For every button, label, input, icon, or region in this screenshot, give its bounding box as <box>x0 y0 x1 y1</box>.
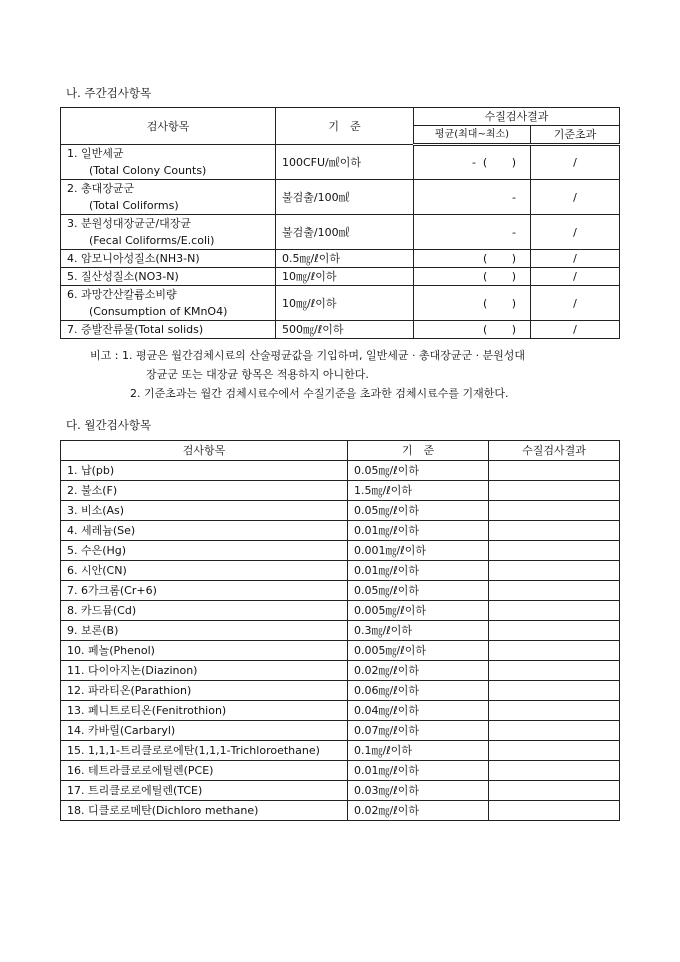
standard-cell: 100CFU/㎖이하 <box>276 145 414 180</box>
standard-cell: 0.05㎎/ℓ이하 <box>348 501 489 521</box>
table-row <box>61 461 620 481</box>
item-name: 7. 증발잔류물(Total solids) <box>67 323 204 336</box>
item-name: 4. 암모니아성질소(NH3-N) <box>67 252 200 265</box>
item-cell: 3. 비소(As) <box>61 501 348 521</box>
item-name: 5. 질산성질소(NO3-N) <box>67 270 179 283</box>
standard-cell: 0.04㎎/ℓ이하 <box>348 701 489 721</box>
result-cell[interactable] <box>489 801 620 821</box>
result-cell[interactable] <box>489 641 620 661</box>
exceed-cell[interactable]: / <box>531 145 620 180</box>
exceed-cell[interactable]: / <box>531 268 620 286</box>
table-row <box>61 250 620 268</box>
result-cell[interactable] <box>489 781 620 801</box>
item-cell: 18. 디클로로메탄(Dichloro methane) <box>61 801 348 821</box>
exceed-cell[interactable]: / <box>531 180 620 215</box>
item-name: 6. 과망간산칼륨소비량 <box>67 288 177 301</box>
result-cell[interactable] <box>489 761 620 781</box>
item-cell: 6. 시안(CN) <box>61 561 348 581</box>
result-cell[interactable] <box>489 501 620 521</box>
item-name: 3. 분원성대장균군/대장균 <box>67 217 191 230</box>
standard-cell: 불검출/100㎖ <box>276 215 414 250</box>
standard-cell: 0.3㎎/ℓ이하 <box>348 621 489 641</box>
item-cell <box>61 145 276 180</box>
exceed-cell[interactable]: / <box>531 286 620 321</box>
result-cell[interactable] <box>489 561 620 581</box>
table-row <box>61 661 620 681</box>
standard-cell: 불검출/100㎖ <box>276 180 414 215</box>
table-row <box>61 641 620 661</box>
table-row <box>61 268 620 286</box>
header-avg: 평균(최대~최소) <box>414 126 531 145</box>
standard-cell: 10㎎/ℓ이하 <box>276 286 414 321</box>
standard-cell: 0.06㎎/ℓ이하 <box>348 681 489 701</box>
table-row <box>61 621 620 641</box>
item-name: 2. 총대장균군 <box>67 182 135 195</box>
standard-cell: 0.05㎎/ℓ이하 <box>348 581 489 601</box>
item-cell: 13. 페니트로티온(Fenitrothion) <box>61 701 348 721</box>
item-cell: 9. 보론(B) <box>61 621 348 641</box>
avg-cell[interactable]: - ( ) <box>414 145 531 180</box>
item-cell: 8. 카드뮴(Cd) <box>61 601 348 621</box>
item-subname: (Total Colony Counts) <box>89 164 207 177</box>
standard-cell: 0.07㎎/ℓ이하 <box>348 721 489 741</box>
result-cell[interactable] <box>489 681 620 701</box>
section-title-monthly: 다. 월간검사항목 <box>66 418 152 432</box>
standard-cell: 0.05㎎/ℓ이하 <box>348 461 489 481</box>
item-cell <box>61 250 276 268</box>
table-row <box>61 701 620 721</box>
monthly-table <box>60 440 620 821</box>
item-cell <box>61 321 276 339</box>
standard-cell: 0.02㎎/ℓ이하 <box>348 801 489 821</box>
header-result: 수질검사결과 <box>489 441 620 461</box>
table-row <box>61 561 620 581</box>
avg-cell[interactable]: ( ) <box>414 268 531 286</box>
table-row <box>61 581 620 601</box>
item-subname: (Fecal Coliforms/E.coli) <box>89 234 215 247</box>
item-cell <box>61 268 276 286</box>
result-cell[interactable] <box>489 521 620 541</box>
item-cell: 7. 6가크롬(Cr+6) <box>61 581 348 601</box>
table-row <box>61 601 620 621</box>
table-row <box>61 481 620 501</box>
result-cell[interactable] <box>489 621 620 641</box>
standard-cell: 1.5㎎/ℓ이하 <box>348 481 489 501</box>
standard-cell: 0.03㎎/ℓ이하 <box>348 781 489 801</box>
table-row <box>61 721 620 741</box>
avg-cell[interactable]: ( ) <box>414 321 531 339</box>
result-cell[interactable] <box>489 721 620 741</box>
avg-cell[interactable]: ( ) <box>414 250 531 268</box>
table-row <box>61 215 620 250</box>
note-1: 비고 : 1. 평균은 월간검체시료의 산술평균값을 기입하며, 일반세균 · 총대장균군 · 분원성대 <box>90 349 526 362</box>
note-1-cont: 장균군 또는 대장균 항목은 적용하지 아니한다. <box>146 368 369 381</box>
header-item: 검사항목 <box>61 108 276 145</box>
standard-cell: 0.01㎎/ℓ이하 <box>348 561 489 581</box>
header-exceed: 기준초과 <box>531 126 620 145</box>
result-cell[interactable] <box>489 541 620 561</box>
item-cell: 10. 페놀(Phenol) <box>61 641 348 661</box>
header-standard: 기 준 <box>276 108 414 145</box>
standard-cell: 10㎎/ℓ이하 <box>276 268 414 286</box>
table-row <box>61 541 620 561</box>
header-standard: 기 준 <box>348 441 489 461</box>
standard-cell: 0.1㎎/ℓ이하 <box>348 741 489 761</box>
standard-cell: 0.001㎎/ℓ이하 <box>348 541 489 561</box>
item-cell: 11. 다이아지논(Diazinon) <box>61 661 348 681</box>
table-row <box>61 180 620 215</box>
weekly-table <box>60 107 620 339</box>
item-cell: 1. 납(pb) <box>61 461 348 481</box>
standard-cell: 0.005㎎/ℓ이하 <box>348 641 489 661</box>
result-cell[interactable] <box>489 481 620 501</box>
standard-cell: 500㎎/ℓ이하 <box>276 321 414 339</box>
standard-cell: 0.01㎎/ℓ이하 <box>348 521 489 541</box>
exceed-cell[interactable]: / <box>531 321 620 339</box>
avg-cell[interactable]: ( ) <box>414 286 531 321</box>
exceed-cell[interactable]: / <box>531 250 620 268</box>
item-subname: (Total Coliforms) <box>89 199 179 212</box>
item-subname: (Consumption of KMnO4) <box>89 305 228 318</box>
item-cell: 17. 트리클로로에틸렌(TCE) <box>61 781 348 801</box>
result-cell[interactable] <box>489 581 620 601</box>
header-result: 수질검사결과 <box>414 108 620 126</box>
avg-cell[interactable]: - <box>414 215 531 250</box>
section-title-weekly: 나. 주간검사항목 <box>66 86 152 100</box>
item-cell <box>61 215 276 250</box>
result-cell[interactable] <box>489 461 620 481</box>
result-cell[interactable] <box>489 701 620 721</box>
item-name: 1. 일반세균 <box>67 147 124 160</box>
item-cell: 12. 파라티온(Parathion) <box>61 681 348 701</box>
result-cell[interactable] <box>489 741 620 761</box>
table-row <box>61 286 620 321</box>
table-row <box>61 501 620 521</box>
standard-cell: 0.5㎎/ℓ이하 <box>276 250 414 268</box>
note-2: 2. 기준초과는 월간 검체시료수에서 수질기준을 초과한 검체시료수를 기재한다. <box>130 387 509 400</box>
item-cell: 5. 수은(Hg) <box>61 541 348 561</box>
standard-cell: 0.02㎎/ℓ이하 <box>348 661 489 681</box>
table-row <box>61 521 620 541</box>
item-cell <box>61 180 276 215</box>
table-row <box>61 321 620 339</box>
item-cell: 4. 세레늄(Se) <box>61 521 348 541</box>
table-row <box>61 741 620 761</box>
table-row <box>61 761 620 781</box>
result-cell[interactable] <box>489 661 620 681</box>
item-cell: 15. 1,1,1-트리클로로에탄(1,1,1-Trichloroethane) <box>61 741 348 761</box>
item-cell: 14. 카바릴(Carbaryl) <box>61 721 348 741</box>
item-cell <box>61 286 276 321</box>
standard-cell: 0.005㎎/ℓ이하 <box>348 601 489 621</box>
table-row <box>61 781 620 801</box>
table-row <box>61 801 620 821</box>
standard-cell: 0.01㎎/ℓ이하 <box>348 761 489 781</box>
table-row <box>61 681 620 701</box>
header-item: 검사항목 <box>61 441 348 461</box>
item-cell: 16. 테트라클로로에틸렌(PCE) <box>61 761 348 781</box>
result-cell[interactable] <box>489 601 620 621</box>
avg-cell[interactable]: - <box>414 180 531 215</box>
table-row <box>61 145 620 180</box>
item-cell: 2. 불소(F) <box>61 481 348 501</box>
exceed-cell[interactable]: / <box>531 215 620 250</box>
